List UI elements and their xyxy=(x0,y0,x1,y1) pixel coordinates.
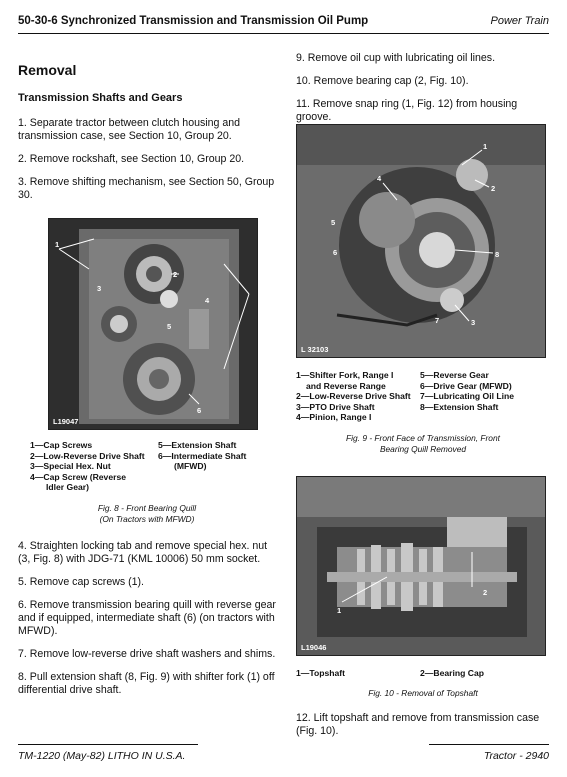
fig10-callout-2: 2 xyxy=(483,588,488,597)
page-header-title: 50-30-6 Synchronized Transmission and Transmission Oil Pump xyxy=(18,15,369,27)
right-column-bottom xyxy=(296,712,550,748)
fig9-legend-item: 5—Reverse Gear xyxy=(420,370,489,380)
fig10-legend-item: 2—Bearing Cap xyxy=(420,668,484,678)
fig10-legend-item: 1—Topshaft xyxy=(296,668,346,678)
right-column-top xyxy=(296,52,550,134)
fig8-photo xyxy=(48,218,258,430)
fig9-callout-3: 3 xyxy=(471,318,476,327)
fig9-legend-item: 2—Low-Reverse Drive Shaft xyxy=(296,391,411,401)
fig8-legend-item: 3—Special Hex. Nut xyxy=(30,461,111,471)
footer-model: Tractor - 2940 xyxy=(483,750,549,762)
fig8-callout-3: 3 xyxy=(97,284,102,293)
left-column-top xyxy=(18,64,276,212)
fig8-legend-item: 5—Extension Shaft xyxy=(158,440,237,450)
fig9-legend xyxy=(296,370,550,423)
step-2: 2. Remove rockshaft, see Section 10, Group 20. xyxy=(18,153,245,165)
step-8: 8. Pull extension shaft (8, Fig. 9) with shifter fork (1) off differential drive shaft. xyxy=(18,671,275,696)
fig8-legend-item: 2—Low-Reverse Drive Shaft xyxy=(30,450,145,461)
fig9-legend-item: 4—Pinion, Range I xyxy=(296,412,372,422)
fig10-legend xyxy=(296,668,550,679)
fig9-caption xyxy=(296,433,550,455)
step-4: 4. Straighten locking tab and remove special hex. nut (3, Fig. 8) with JDG-71 (KML 10006) 50 mm socket. xyxy=(18,540,268,565)
left-column-bottom xyxy=(18,540,276,707)
fig9-callout-8: 8 xyxy=(495,250,500,259)
fig9-caption-line2: Bearing Quill Removed xyxy=(379,444,467,454)
fig9-legend-item: 1—Shifter Fork, Range I xyxy=(296,370,394,380)
header-divider xyxy=(18,33,549,34)
fig8-legend-item: 4—Cap Screw (Reverse xyxy=(30,471,127,482)
fig9-caption-line1: Fig. 9 - Front Face of Transmission, Front xyxy=(346,433,500,443)
fig9-callout-7: 7 xyxy=(435,316,440,325)
fig9-photo xyxy=(296,124,546,358)
fig8-image-id: L19047 xyxy=(53,417,79,426)
fig8-legend-item: Idler Gear) xyxy=(46,482,89,492)
subsection-title: Transmission Shafts and Gears xyxy=(18,92,183,104)
fig9-callout-5: 5 xyxy=(331,218,336,227)
fig10-caption: Fig. 10 - Removal of Topshaft xyxy=(368,688,478,698)
fig8-illustration xyxy=(49,219,257,429)
fig9-legend-item: 3—PTO Drive Shaft xyxy=(296,401,375,412)
fig9-callout-1: 1 xyxy=(483,142,488,151)
step-9: 9. Remove oil cup with lubricating oil lines. xyxy=(296,52,496,64)
step-12: 12. Lift topshaft and remove from transmission case (Fig. 10). xyxy=(296,712,540,737)
page-header-section: Power Train xyxy=(490,15,549,27)
fig8-legend xyxy=(30,440,270,493)
fig9-image-id: L 32103 xyxy=(301,345,329,354)
fig9-legend-item: 6—Drive Gear (MFWD) xyxy=(420,380,512,391)
fig8-legend-item: 6—Intermediate Shaft xyxy=(158,450,247,461)
footer-publication: TM-1220 (May-82) LITHO IN U.S.A. xyxy=(18,750,186,762)
fig9-legend-item: 7—Lubricating Oil Line xyxy=(420,391,515,401)
step-5: 5. Remove cap screws (1). xyxy=(18,576,144,588)
fig9-callout-4: 4 xyxy=(377,174,382,183)
fig10-callout-1: 1 xyxy=(337,606,342,615)
fig10-image-id: L19046 xyxy=(301,643,327,652)
fig8-legend-item: (MFWD) xyxy=(174,461,207,471)
footer-divider-left xyxy=(18,744,198,745)
fig8-caption-line2: (On Tractors with MFWD) xyxy=(99,514,195,524)
fig8-caption-line1: Fig. 8 - Front Bearing Quill xyxy=(97,503,197,513)
fig8-caption xyxy=(18,503,276,525)
fig8-callout-1: 1 xyxy=(55,240,60,249)
footer-divider-right xyxy=(429,744,549,745)
step-7: 7. Remove low-reverse drive shaft washers and shims. xyxy=(18,648,276,660)
fig8-callout-6: 6 xyxy=(197,406,202,415)
step-3: 3. Remove shifting mechanism, see Section 50, Group 30. xyxy=(18,176,275,201)
fig10-illustration xyxy=(297,477,545,655)
section-title: Removal xyxy=(18,62,77,78)
fig8-legend-item: 1—Cap Screws xyxy=(30,440,93,450)
fig9-callout-2: 2 xyxy=(491,184,496,193)
step-1: 1. Separate tractor between clutch housing and transmission case, see Section 10, Group 20. xyxy=(18,117,241,142)
fig8-callout-5: 5 xyxy=(167,322,172,331)
fig9-callout-6: 6 xyxy=(333,248,338,257)
fig9-illustration xyxy=(297,125,545,357)
fig10-photo xyxy=(296,476,546,656)
step-10: 10. Remove bearing cap (2, Fig. 10). xyxy=(296,75,469,87)
fig9-legend-item: and Reverse Range xyxy=(306,380,386,391)
fig8-callout-4: 4 xyxy=(205,296,210,305)
fig9-legend-item: 8—Extension Shaft xyxy=(420,401,499,412)
step-11: 11. Remove snap ring (1, Fig. 12) from housing groove. xyxy=(296,98,518,123)
step-6: 6. Remove transmission bearing quill with reverse gear and if equipped, intermediate shaft (6) (on tractors with MFWD). xyxy=(18,599,276,637)
fig8-callout-2: 2 xyxy=(173,270,178,279)
